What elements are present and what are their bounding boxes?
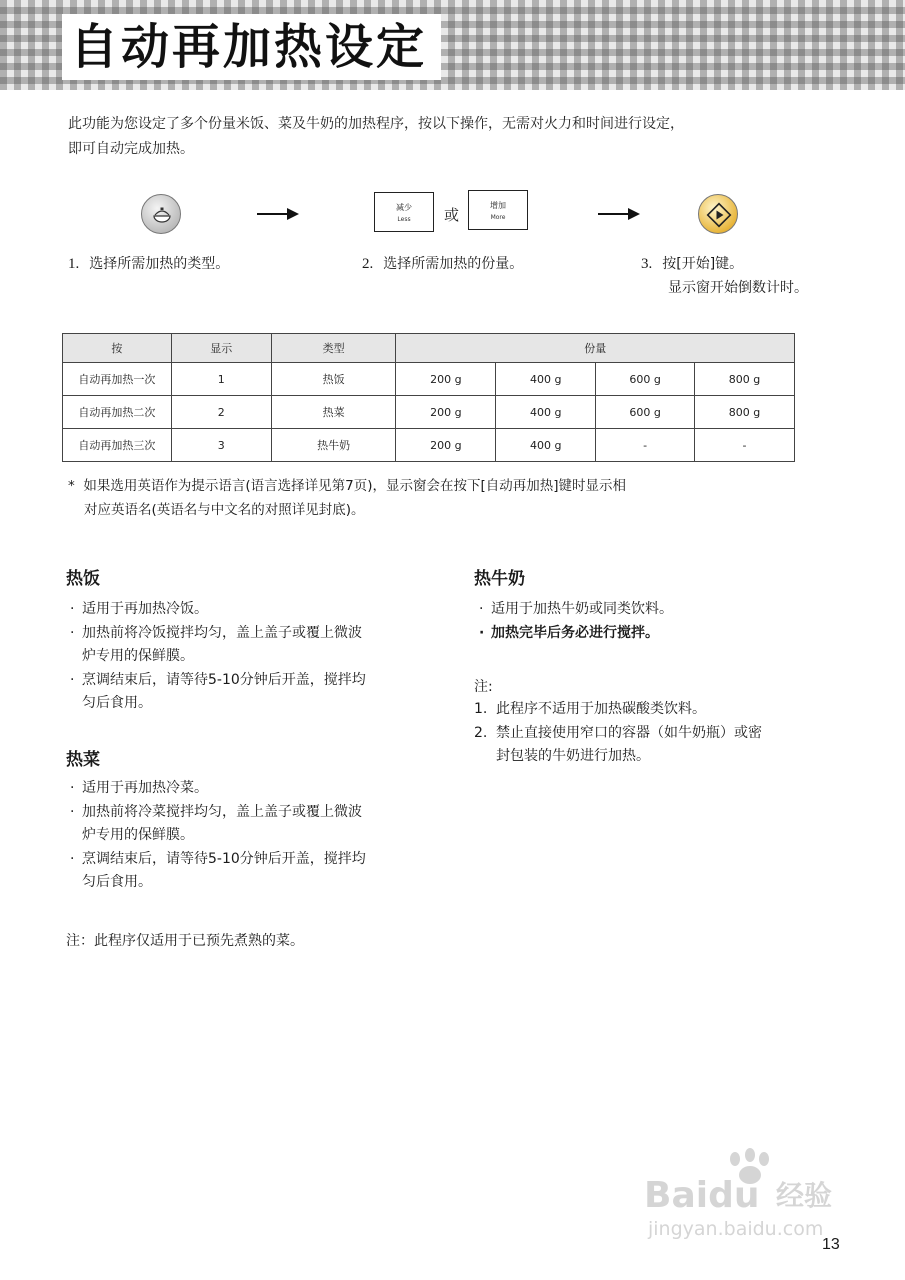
list-item xyxy=(68,598,458,622)
step-2-number: 2. xyxy=(362,256,374,272)
table-cell-press: 自动再加热一次 xyxy=(63,363,172,396)
step-3-number: 3. xyxy=(641,256,653,272)
table-cell-type: 热菜 xyxy=(271,396,396,429)
list-item-line: 禁止直接使用窄口的容器（如牛奶瓶）或密 xyxy=(496,724,762,741)
table-cell-press: 自动再加热三次 xyxy=(63,429,172,462)
step-1-caption xyxy=(68,253,229,275)
watermark-cn: 经验 xyxy=(776,1179,833,1212)
table-cell-display: 3 xyxy=(171,429,271,462)
arrow-right-icon xyxy=(257,207,299,221)
rice-list xyxy=(68,598,458,716)
intro-line-1: 此功能为您设定了多个份量米饭、菜及牛奶的加热程序，按以下操作，无需对火力和时间进行设定， xyxy=(68,116,684,132)
more-key-icon xyxy=(468,190,528,230)
dish-note: 注：此程序仅适用于已预先煮熟的菜。 xyxy=(66,933,304,949)
reheat-table xyxy=(62,333,795,462)
step-3-text: 按[开始]键。 xyxy=(662,256,744,272)
footnote-line-2: 对应英语名(英语名与中文名的对照详见封底)。 xyxy=(84,502,365,518)
table-cell-amount: 400 g xyxy=(496,429,596,462)
footnote-mark: * xyxy=(68,478,75,494)
more-key-sublabel: More xyxy=(490,214,506,221)
watermark-brand: Baidu xyxy=(644,1175,760,1216)
table-cell-type: 热饭 xyxy=(271,363,396,396)
milk-note-label: 注: xyxy=(474,679,493,695)
baidu-watermark-logo xyxy=(640,1145,860,1245)
auto-reheat-button-icon xyxy=(141,194,181,234)
milk-notes xyxy=(474,698,854,769)
dish-section-title: 热菜 xyxy=(66,750,100,770)
table-cell-amount: 800 g xyxy=(695,363,795,396)
rice-section-title: 热饭 xyxy=(66,569,100,589)
table-cell-amount: - xyxy=(695,429,795,462)
list-item xyxy=(68,801,458,848)
list-item-line: 匀后食用。 xyxy=(82,874,152,890)
page-title: 自动再加热设定 xyxy=(62,14,441,80)
list-item-line: · 烹调结束后，请等待5-10分钟后开盖，搅拌均 xyxy=(82,671,366,688)
watermark-url: jingyan.baidu.com xyxy=(648,1218,824,1240)
list-item xyxy=(68,848,458,895)
table-header-amount: 份量 xyxy=(396,334,795,363)
table-cell-amount: 200 g xyxy=(396,429,496,462)
less-key-sublabel: Less xyxy=(397,216,411,223)
table-row xyxy=(63,396,795,429)
list-item-line: · 烹调结束后，请等待5-10分钟后开盖，搅拌均 xyxy=(82,850,366,867)
page-number: 13 xyxy=(822,1236,840,1253)
list-item xyxy=(474,722,854,769)
step-2-caption xyxy=(362,253,523,275)
step-3-caption xyxy=(641,253,743,275)
table-cell-amount: - xyxy=(596,429,695,462)
list-item-line: · 适用于再加热冷菜。 xyxy=(82,780,208,796)
list-item-line: 匀后食用。 xyxy=(82,695,152,711)
list-item-line: · 加热完毕后务必进行搅拌。 xyxy=(491,624,659,641)
list-item xyxy=(68,669,458,716)
list-item xyxy=(68,777,458,801)
note-number: 1. xyxy=(474,701,488,717)
step-1-text: 选择所需加热的类型。 xyxy=(89,256,230,272)
less-key-icon xyxy=(374,192,434,232)
table-header-type: 类型 xyxy=(271,334,396,363)
step-1-number: 1. xyxy=(68,256,80,272)
table-row xyxy=(63,429,795,462)
intro-paragraph xyxy=(68,112,848,162)
table-cell-amount: 400 g xyxy=(496,396,596,429)
intro-line-2: 即可自动完成加热。 xyxy=(68,141,194,157)
list-item-line: 此程序不适用于加热碳酸类饮料。 xyxy=(496,701,706,717)
table-header-row xyxy=(63,334,795,363)
milk-list xyxy=(477,598,857,645)
table-cell-display: 2 xyxy=(171,396,271,429)
table-cell-press: 自动再加热二次 xyxy=(63,396,172,429)
arrow-right-icon xyxy=(598,207,640,221)
step-2-text: 选择所需加热的份量。 xyxy=(383,256,524,272)
list-item-line: · 适用于加热牛奶或同类饮料。 xyxy=(491,601,673,617)
list-item-line: 炉专用的保鲜膜。 xyxy=(82,648,194,664)
table-cell-amount: 400 g xyxy=(496,363,596,396)
table-cell-amount: 200 g xyxy=(396,396,496,429)
note-number: 2. xyxy=(474,724,488,741)
list-item-line: · 加热前将冷饭搅拌均匀，盖上盖子或覆上微波 xyxy=(82,624,362,641)
footnote-line-1: 如果选用英语作为提示语言(语言选择详见第7页)，显示窗会在按下[自动再加热]键时显示相 xyxy=(83,478,626,494)
table-cell-type: 热牛奶 xyxy=(271,429,396,462)
start-button-icon xyxy=(698,194,738,234)
table-cell-amount: 800 g xyxy=(695,396,795,429)
table-header-display: 显示 xyxy=(171,334,271,363)
table-row xyxy=(63,363,795,396)
table-cell-display: 1 xyxy=(171,363,271,396)
list-item xyxy=(477,598,857,622)
less-key-label: 减少 xyxy=(396,203,412,212)
list-item xyxy=(474,698,854,722)
table-cell-amount: 200 g xyxy=(396,363,496,396)
list-item xyxy=(477,622,857,646)
list-item-line: 封包装的牛奶进行加热。 xyxy=(496,748,650,764)
list-item-line: 炉专用的保鲜膜。 xyxy=(82,827,194,843)
list-item-line: · 加热前将冷菜搅拌均匀，盖上盖子或覆上微波 xyxy=(82,803,362,820)
milk-section-title: 热牛奶 xyxy=(474,569,525,589)
footnote xyxy=(68,474,626,522)
table-cell-amount: 600 g xyxy=(596,396,695,429)
list-item xyxy=(68,622,458,669)
step-3-caption-line-2: 显示窗开始倒数计时。 xyxy=(668,280,808,296)
table-header-press: 按 xyxy=(63,334,172,363)
more-key-label: 增加 xyxy=(490,201,506,210)
dish-list xyxy=(68,777,458,895)
or-label: 或 xyxy=(444,206,460,224)
table-cell-amount: 600 g xyxy=(596,363,695,396)
list-item-line: · 适用于再加热冷饭。 xyxy=(82,601,208,617)
